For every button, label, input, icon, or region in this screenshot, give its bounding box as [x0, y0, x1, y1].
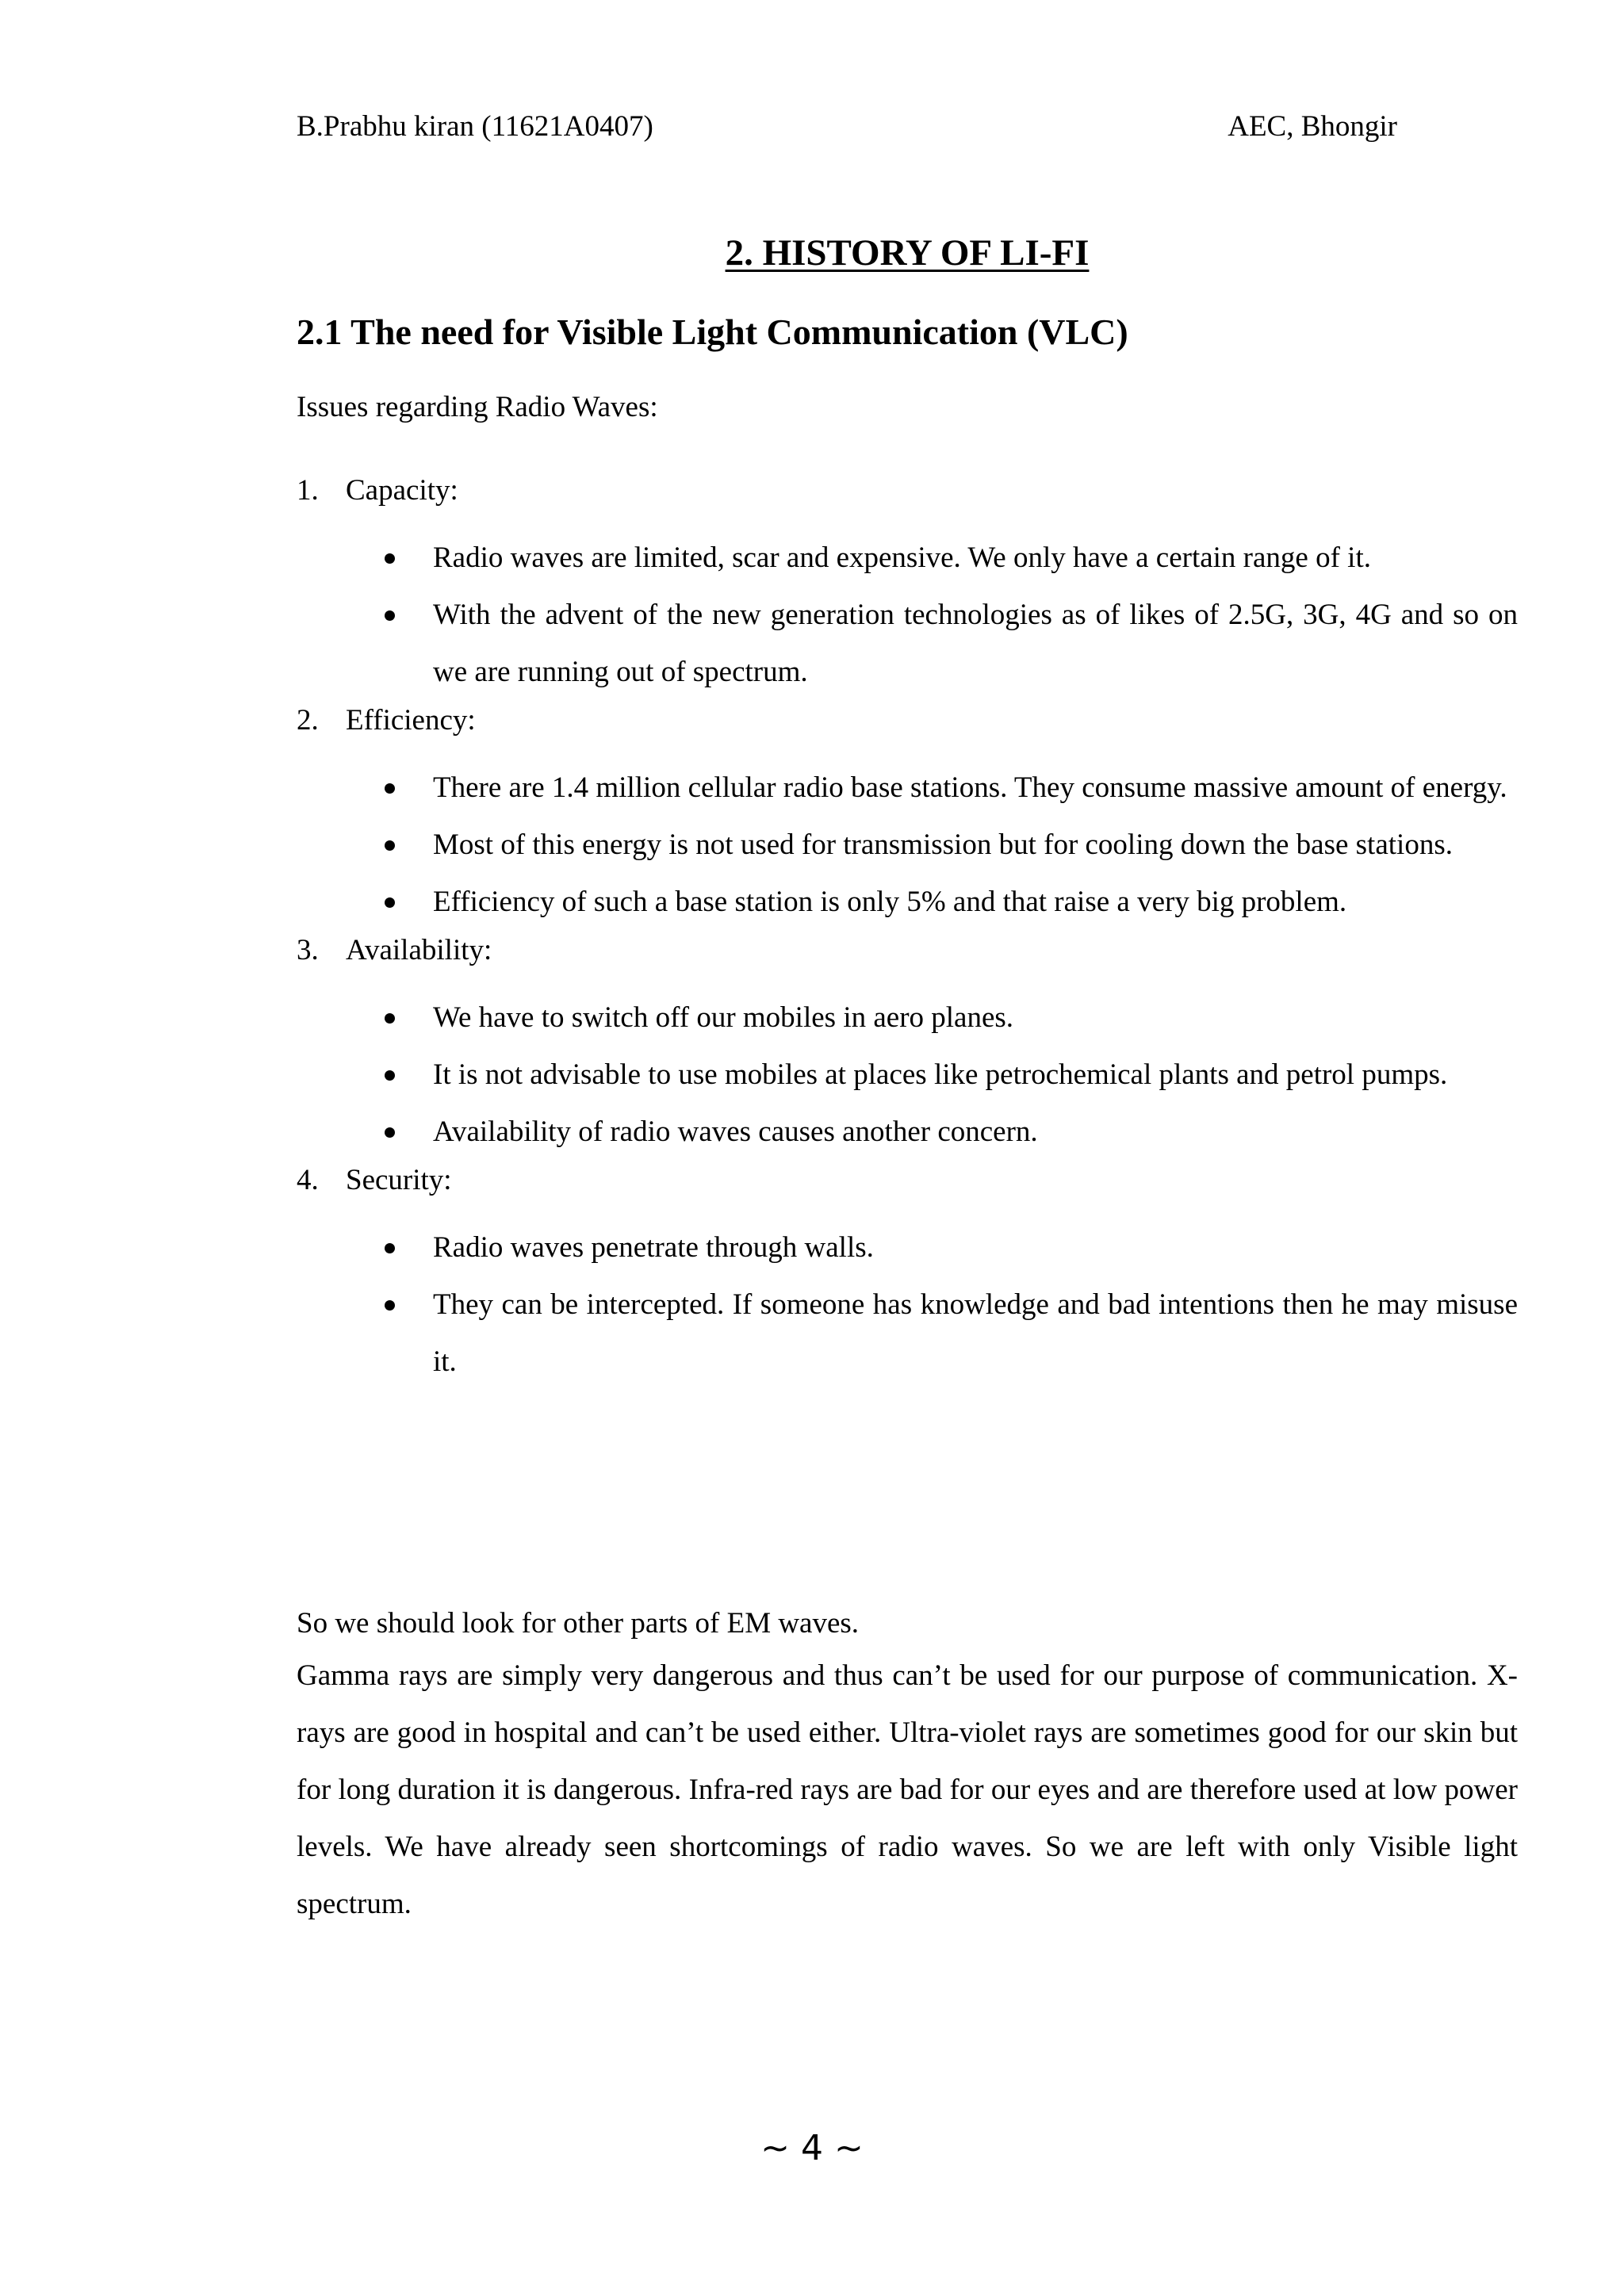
closing-line: So we should look for other parts of EM waves. — [297, 1607, 860, 1640]
issue-number: 3. — [297, 934, 319, 966]
list-item — [297, 1047, 1518, 1104]
issue-number: 2. — [297, 704, 319, 737]
issue-title — [297, 471, 1518, 511]
bullet-text: Availability of radio waves causes another concern. — [433, 1115, 1038, 1148]
bullet-list — [297, 989, 1518, 1161]
issue-number: 4. — [297, 1164, 319, 1196]
issue-label: Efficiency: — [346, 704, 476, 737]
list-item — [297, 989, 1518, 1047]
issue-item-security — [297, 1161, 1518, 1391]
bullet-text: There are 1.4 million cellular radio base stations. They consume massive amount of energy. — [433, 771, 1507, 804]
bullet-text: With the advent of the new generation technologies as of likes of 2.5G, 3G, 4G and so on we are running out of spectrum. — [433, 599, 1518, 688]
list-item — [297, 1104, 1518, 1161]
bullet-text: Efficiency of such a base station is only 5% and that raise a very big problem. — [433, 886, 1347, 918]
bullet-icon — [385, 553, 395, 564]
bullet-icon — [385, 783, 395, 794]
issue-list — [297, 471, 1518, 1391]
bullet-icon — [385, 1300, 395, 1311]
bullet-text: Most of this energy is not used for transmission but for cooling down the base stations. — [433, 828, 1453, 861]
chapter-title: 2. HISTORY OF LI-FI — [725, 232, 1090, 274]
list-item — [297, 1219, 1518, 1276]
intro-text: Issues regarding Radio Waves: — [297, 391, 658, 423]
bullet-icon — [385, 840, 395, 851]
list-item — [297, 530, 1518, 587]
bullet-text: Radio waves penetrate through walls. — [433, 1231, 874, 1264]
issue-label: Security: — [346, 1164, 452, 1196]
bullet-icon — [385, 1127, 395, 1138]
bullet-text: We have to switch off our mobiles in aero planes. — [433, 1001, 1014, 1034]
section-heading: 2.1 The need for Visible Light Communication (VLC) — [297, 312, 1128, 352]
issue-number: 1. — [297, 474, 319, 507]
issue-label: Capacity: — [346, 474, 458, 507]
issue-label: Availability: — [346, 934, 492, 966]
page-number: ~ 4 ~ — [760, 2128, 864, 2168]
header-institution: AEC, Bhongir — [1228, 110, 1397, 143]
issue-item-efficiency — [297, 701, 1518, 931]
bullet-icon — [385, 1070, 395, 1081]
bullet-icon — [385, 610, 395, 621]
issue-title — [297, 701, 1518, 740]
bullet-text: It is not advisable to use mobiles at places like petrochemical plants and petrol pumps. — [433, 1058, 1448, 1091]
bullet-list — [297, 1219, 1518, 1391]
header-author: B.Prabhu kiran (11621A0407) — [297, 110, 653, 143]
bullet-icon — [385, 1243, 395, 1253]
page-header — [297, 109, 1397, 149]
list-item — [297, 874, 1518, 931]
list-item — [297, 587, 1518, 701]
issue-item-availability — [297, 931, 1518, 1161]
bullet-icon — [385, 897, 395, 908]
issue-title — [297, 1161, 1518, 1200]
list-item — [297, 1276, 1518, 1391]
bullet-list — [297, 530, 1518, 701]
issue-item-capacity — [297, 471, 1518, 701]
issue-title — [297, 931, 1518, 970]
closing-block — [297, 1600, 1518, 1933]
list-item — [297, 760, 1518, 817]
bullet-text: They can be intercepted. If someone has knowledge and bad intentions then he may misuse it. — [433, 1288, 1518, 1378]
bullet-icon — [385, 1013, 395, 1024]
bullet-list — [297, 760, 1518, 931]
list-item — [297, 817, 1518, 874]
bullet-text: Radio waves are limited, scar and expensive. We only have a certain range of it. — [433, 541, 1371, 574]
closing-paragraph: Gamma rays are simply very dangerous and thus can’t be used for our purpose of communication. X-rays are good in hospital and can’t be used either. Ultra-violet rays are sometimes good for our skin but for long duration it is dangerous. Infra-red rays are bad for our eyes and are therefore used at low power levels. We have already seen shortcomings of radio waves. So we are left with only Visible light spectrum. — [297, 1659, 1518, 1920]
